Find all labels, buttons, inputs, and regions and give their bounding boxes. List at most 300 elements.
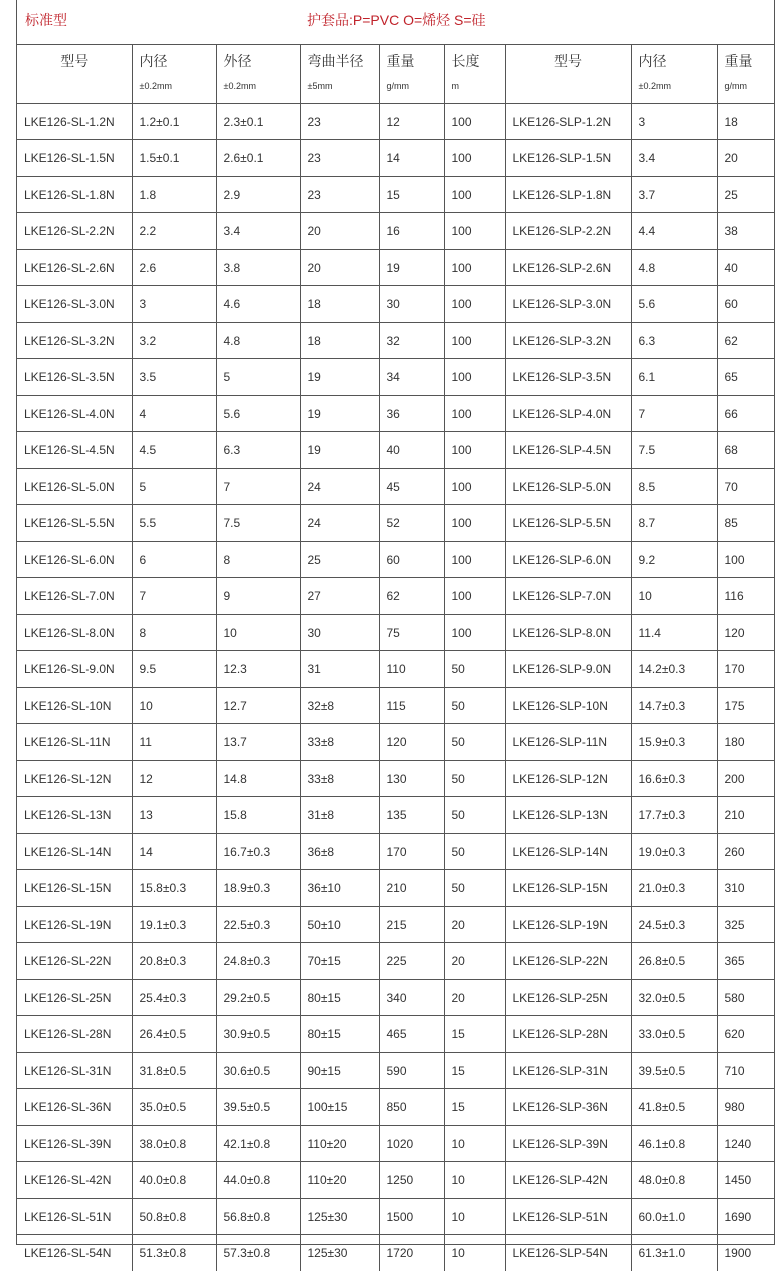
- table-cell: LKE126-SLP-1.5N: [505, 140, 631, 177]
- title-row: [17, 0, 774, 45]
- table-cell: 115: [379, 688, 444, 724]
- table-cell: 30: [300, 615, 379, 651]
- table-row: [17, 943, 774, 980]
- table-cell: LKE126-SL-51N: [17, 1199, 132, 1235]
- table-cell: 120: [379, 724, 444, 761]
- column-header: [717, 45, 774, 104]
- table-cell: 5: [216, 359, 300, 396]
- table-cell: 850: [379, 1089, 444, 1126]
- table-row: [17, 834, 774, 870]
- table-cell: 10: [444, 1199, 505, 1235]
- table-cell: 50: [444, 651, 505, 688]
- column-header: [132, 45, 216, 104]
- table-cell: 29.2±0.5: [216, 980, 300, 1016]
- table-row: [17, 797, 774, 834]
- table-cell: LKE126-SLP-3.2N: [505, 323, 631, 359]
- table-cell: 3: [631, 104, 717, 140]
- table-cell: 39.5±0.5: [631, 1053, 717, 1089]
- table-cell: 19: [300, 432, 379, 469]
- table-row: [17, 177, 774, 213]
- table-cell: 20: [717, 140, 774, 177]
- table-cell: 260: [717, 834, 774, 870]
- table-cell: LKE126-SL-5.0N: [17, 469, 132, 505]
- table-cell: LKE126-SL-15N: [17, 870, 132, 907]
- table-cell: LKE126-SLP-6.0N: [505, 542, 631, 578]
- table-cell: 11.4: [631, 615, 717, 651]
- column-header-label: 重量: [387, 51, 444, 71]
- table-cell: 36±8: [300, 834, 379, 870]
- table-cell: 110±20: [300, 1126, 379, 1162]
- table-cell: LKE126-SLP-14N: [505, 834, 631, 870]
- table-cell: LKE126-SLP-54N: [505, 1235, 631, 1271]
- column-header-label: 弯曲半径: [308, 51, 379, 71]
- header-row: [17, 45, 774, 104]
- table-cell: 10: [444, 1162, 505, 1199]
- table-cell: LKE126-SLP-1.8N: [505, 177, 631, 213]
- table-cell: 19: [300, 359, 379, 396]
- table-cell: 8: [132, 615, 216, 651]
- column-header-unit: ±0.2mm: [224, 81, 300, 91]
- table-cell: 20: [300, 250, 379, 286]
- table-cell: 60: [379, 542, 444, 578]
- table-cell: LKE126-SLP-39N: [505, 1126, 631, 1162]
- table-cell: 6.3: [216, 432, 300, 469]
- table-cell: 3.4: [216, 213, 300, 250]
- table-cell: 15: [444, 1016, 505, 1053]
- table-cell: LKE126-SLP-3.5N: [505, 359, 631, 396]
- table-cell: LKE126-SLP-5.5N: [505, 505, 631, 542]
- table-cell: 1500: [379, 1199, 444, 1235]
- table-cell: 6: [132, 542, 216, 578]
- table-cell: 100: [444, 286, 505, 323]
- table-cell: 100: [444, 359, 505, 396]
- column-header-unit: ±5mm: [308, 81, 379, 91]
- table-cell: 16.6±0.3: [631, 761, 717, 797]
- table-cell: 30.6±0.5: [216, 1053, 300, 1089]
- column-header: [300, 45, 379, 104]
- table-cell: 3.4: [631, 140, 717, 177]
- table-cell: 14: [132, 834, 216, 870]
- column-header-unit: ±0.2mm: [639, 81, 717, 91]
- table-cell: 100: [444, 323, 505, 359]
- table-cell: 1.2±0.1: [132, 104, 216, 140]
- table-cell: 1450: [717, 1162, 774, 1199]
- table-cell: 465: [379, 1016, 444, 1053]
- table-cell: 100±15: [300, 1089, 379, 1126]
- table-cell: 16: [379, 213, 444, 250]
- table-cell: LKE126-SLP-8.0N: [505, 615, 631, 651]
- table-cell: 80±15: [300, 980, 379, 1016]
- table-cell: LKE126-SL-36N: [17, 1089, 132, 1126]
- table-cell: 26.8±0.5: [631, 943, 717, 980]
- table-cell: 4: [132, 396, 216, 432]
- table-cell: 13: [132, 797, 216, 834]
- column-header-unit: g/mm: [725, 81, 775, 91]
- table-cell: 100: [444, 140, 505, 177]
- table-cell: 620: [717, 1016, 774, 1053]
- table-cell: 100: [717, 542, 774, 578]
- table-cell: LKE126-SLP-25N: [505, 980, 631, 1016]
- table-cell: 32±8: [300, 688, 379, 724]
- table-cell: 33±8: [300, 724, 379, 761]
- table-cell: 40: [717, 250, 774, 286]
- table-cell: 215: [379, 907, 444, 943]
- table-cell: 210: [379, 870, 444, 907]
- table-cell: LKE126-SL-3.2N: [17, 323, 132, 359]
- table-cell: 225: [379, 943, 444, 980]
- table-cell: 46.1±0.8: [631, 1126, 717, 1162]
- table-row: [17, 578, 774, 615]
- table-cell: 1690: [717, 1199, 774, 1235]
- table-cell: 50: [444, 761, 505, 797]
- table-cell: 90±15: [300, 1053, 379, 1089]
- table-cell: 100: [444, 542, 505, 578]
- table-cell: 23: [300, 177, 379, 213]
- table-cell: LKE126-SLP-12N: [505, 761, 631, 797]
- table-cell: LKE126-SL-25N: [17, 980, 132, 1016]
- table-cell: 50±10: [300, 907, 379, 943]
- table-cell: 10: [444, 1126, 505, 1162]
- table-cell: 1900: [717, 1235, 774, 1271]
- table-cell: 7: [216, 469, 300, 505]
- table-cell: 34: [379, 359, 444, 396]
- table-cell: 10: [216, 615, 300, 651]
- table-cell: LKE126-SL-7.0N: [17, 578, 132, 615]
- table-cell: 7.5: [216, 505, 300, 542]
- table-cell: 2.3±0.1: [216, 104, 300, 140]
- table-cell: LKE126-SL-6.0N: [17, 542, 132, 578]
- table-cell: 44.0±0.8: [216, 1162, 300, 1199]
- table-cell: 8.5: [631, 469, 717, 505]
- table-cell: 6.3: [631, 323, 717, 359]
- table-cell: LKE126-SLP-11N: [505, 724, 631, 761]
- table-cell: 4.8: [216, 323, 300, 359]
- table-row: [17, 286, 774, 323]
- table-cell: 130: [379, 761, 444, 797]
- table-cell: 10: [132, 688, 216, 724]
- table-cell: 175: [717, 688, 774, 724]
- table-cell: 18: [300, 323, 379, 359]
- table-cell: 125±30: [300, 1199, 379, 1235]
- table-cell: 23: [300, 104, 379, 140]
- table-cell: LKE126-SLP-7.0N: [505, 578, 631, 615]
- table-cell: LKE126-SL-19N: [17, 907, 132, 943]
- table-cell: 56.8±0.8: [216, 1199, 300, 1235]
- table-cell: 5: [132, 469, 216, 505]
- table-row: [17, 724, 774, 761]
- table-cell: 4.4: [631, 213, 717, 250]
- table-cell: 85: [717, 505, 774, 542]
- table-cell: 50: [444, 834, 505, 870]
- table-cell: 62: [379, 578, 444, 615]
- table-cell: 42.1±0.8: [216, 1126, 300, 1162]
- table-row: [17, 213, 774, 250]
- table-cell: 70±15: [300, 943, 379, 980]
- table-cell: 50.8±0.8: [132, 1199, 216, 1235]
- table-cell: LKE126-SL-8.0N: [17, 615, 132, 651]
- table-cell: 15: [379, 177, 444, 213]
- table-cell: 100: [444, 250, 505, 286]
- table-row: [17, 870, 774, 907]
- table-cell: 16.7±0.3: [216, 834, 300, 870]
- column-header-unit: ±0.2mm: [140, 81, 216, 91]
- table-cell: 19.0±0.3: [631, 834, 717, 870]
- table-cell: 19: [300, 396, 379, 432]
- table-cell: 1020: [379, 1126, 444, 1162]
- table-cell: 10: [631, 578, 717, 615]
- table-row: [17, 1199, 774, 1235]
- table-cell: 2.9: [216, 177, 300, 213]
- table-cell: 33.0±0.5: [631, 1016, 717, 1053]
- table-cell: 14.2±0.3: [631, 651, 717, 688]
- table-cell: 62: [717, 323, 774, 359]
- spec-table-frame: [16, 0, 775, 1245]
- table-cell: 340: [379, 980, 444, 1016]
- table-cell: 125±30: [300, 1235, 379, 1271]
- table-cell: 33±8: [300, 761, 379, 797]
- table-body: [17, 104, 774, 1271]
- table-cell: 24.8±0.3: [216, 943, 300, 980]
- table-cell: 25: [717, 177, 774, 213]
- column-header-label: 内径: [140, 51, 216, 71]
- table-cell: 170: [717, 651, 774, 688]
- column-header-unit: g/mm: [387, 81, 444, 91]
- table-cell: 110: [379, 651, 444, 688]
- column-header-label: 外径: [224, 51, 300, 71]
- table-cell: 135: [379, 797, 444, 834]
- column-header-label: 长度: [452, 51, 505, 71]
- table-cell: 22.5±0.3: [216, 907, 300, 943]
- table-cell: 9.2: [631, 542, 717, 578]
- table-cell: 25: [300, 542, 379, 578]
- table-cell: 980: [717, 1089, 774, 1126]
- table-cell: LKE126-SLP-42N: [505, 1162, 631, 1199]
- table-cell: 14: [379, 140, 444, 177]
- table-cell: 18.9±0.3: [216, 870, 300, 907]
- table-cell: 19: [379, 250, 444, 286]
- table-cell: 50: [444, 688, 505, 724]
- table-row: [17, 1016, 774, 1053]
- table-cell: 12: [132, 761, 216, 797]
- table-cell: 40: [379, 432, 444, 469]
- table-row: [17, 359, 774, 396]
- table-cell: LKE126-SL-13N: [17, 797, 132, 834]
- table-cell: LKE126-SLP-51N: [505, 1199, 631, 1235]
- table-cell: 66: [717, 396, 774, 432]
- table-cell: 100: [444, 578, 505, 615]
- table-cell: 60: [717, 286, 774, 323]
- table-row: [17, 688, 774, 724]
- table-cell: 12.3: [216, 651, 300, 688]
- table-cell: 20: [444, 907, 505, 943]
- table-cell: 8.7: [631, 505, 717, 542]
- table-cell: 100: [444, 396, 505, 432]
- table-cell: LKE126-SLP-3.0N: [505, 286, 631, 323]
- table-cell: 18: [717, 104, 774, 140]
- table-cell: LKE126-SL-54N: [17, 1235, 132, 1271]
- table-cell: 10: [444, 1235, 505, 1271]
- table-row: [17, 505, 774, 542]
- table-cell: 2.6±0.1: [216, 140, 300, 177]
- table-row: [17, 432, 774, 469]
- table-cell: LKE126-SLP-2.6N: [505, 250, 631, 286]
- table-cell: 4.5: [132, 432, 216, 469]
- table-cell: 100: [444, 432, 505, 469]
- table-cell: 120: [717, 615, 774, 651]
- table-cell: LKE126-SL-1.2N: [17, 104, 132, 140]
- table-cell: 30: [379, 286, 444, 323]
- table-cell: 31.8±0.5: [132, 1053, 216, 1089]
- table-cell: 70: [717, 469, 774, 505]
- table-cell: LKE126-SL-2.6N: [17, 250, 132, 286]
- table-cell: LKE126-SLP-1.2N: [505, 104, 631, 140]
- table-cell: 48.0±0.8: [631, 1162, 717, 1199]
- table-cell: LKE126-SLP-22N: [505, 943, 631, 980]
- table-cell: 15: [444, 1053, 505, 1089]
- table-row: [17, 140, 774, 177]
- table-cell: 12.7: [216, 688, 300, 724]
- table-cell: 4.8: [631, 250, 717, 286]
- table-cell: 40.0±0.8: [132, 1162, 216, 1199]
- table-row: [17, 1235, 774, 1271]
- table-cell: LKE126-SL-39N: [17, 1126, 132, 1162]
- column-header: [17, 45, 132, 104]
- table-cell: 365: [717, 943, 774, 980]
- table-cell: 21.0±0.3: [631, 870, 717, 907]
- table-cell: 80±15: [300, 1016, 379, 1053]
- table-row: [17, 323, 774, 359]
- table-cell: 3.5: [132, 359, 216, 396]
- table-cell: 12: [379, 104, 444, 140]
- table-row: [17, 396, 774, 432]
- table-cell: LKE126-SLP-13N: [505, 797, 631, 834]
- table-cell: 11: [132, 724, 216, 761]
- column-header: [444, 45, 505, 104]
- column-header: [505, 45, 631, 104]
- table-row: [17, 104, 774, 140]
- table-cell: LKE126-SLP-19N: [505, 907, 631, 943]
- table-cell: 31±8: [300, 797, 379, 834]
- table-cell: 1.8: [132, 177, 216, 213]
- table-cell: LKE126-SLP-5.0N: [505, 469, 631, 505]
- table-cell: 9: [216, 578, 300, 615]
- column-header-label: 内径: [639, 51, 717, 71]
- table-cell: 36: [379, 396, 444, 432]
- table-cell: 7: [631, 396, 717, 432]
- table-cell: 31: [300, 651, 379, 688]
- column-header: [379, 45, 444, 104]
- table-cell: 32.0±0.5: [631, 980, 717, 1016]
- table-cell: 2.2: [132, 213, 216, 250]
- table-cell: 20: [444, 943, 505, 980]
- table-cell: LKE126-SL-1.8N: [17, 177, 132, 213]
- table-cell: LKE126-SL-11N: [17, 724, 132, 761]
- table-cell: LKE126-SLP-4.0N: [505, 396, 631, 432]
- table-cell: LKE126-SL-10N: [17, 688, 132, 724]
- table-cell: 30.9±0.5: [216, 1016, 300, 1053]
- table-cell: 710: [717, 1053, 774, 1089]
- table-cell: 1250: [379, 1162, 444, 1199]
- table-cell: 18: [300, 286, 379, 323]
- table-cell: 5.5: [132, 505, 216, 542]
- table-cell: 325: [717, 907, 774, 943]
- table-cell: 20: [300, 213, 379, 250]
- table-cell: LKE126-SL-12N: [17, 761, 132, 797]
- table-cell: 50: [444, 870, 505, 907]
- table-cell: LKE126-SLP-4.5N: [505, 432, 631, 469]
- table-cell: 36±10: [300, 870, 379, 907]
- table-cell: 310: [717, 870, 774, 907]
- table-cell: 57.3±0.8: [216, 1235, 300, 1271]
- table-cell: 45: [379, 469, 444, 505]
- table-row: [17, 1162, 774, 1199]
- table-cell: LKE126-SL-31N: [17, 1053, 132, 1089]
- table-cell: 24: [300, 469, 379, 505]
- table-cell: 100: [444, 505, 505, 542]
- table-cell: 41.8±0.5: [631, 1089, 717, 1126]
- table-title: 标准型: [25, 10, 67, 30]
- table-cell: 6.1: [631, 359, 717, 396]
- table-cell: 32: [379, 323, 444, 359]
- table-cell: 60.0±1.0: [631, 1199, 717, 1235]
- table-cell: 100: [444, 104, 505, 140]
- table-cell: LKE126-SLP-36N: [505, 1089, 631, 1126]
- table-row: [17, 469, 774, 505]
- table-cell: 75: [379, 615, 444, 651]
- column-header-label: 型号: [506, 51, 631, 71]
- table-cell: 68: [717, 432, 774, 469]
- table-cell: 35.0±0.5: [132, 1089, 216, 1126]
- table-cell: 180: [717, 724, 774, 761]
- table-cell: 20.8±0.3: [132, 943, 216, 980]
- table-cell: LKE126-SL-5.5N: [17, 505, 132, 542]
- table-cell: 3.7: [631, 177, 717, 213]
- table-cell: 50: [444, 797, 505, 834]
- table-row: [17, 980, 774, 1016]
- table-cell: 65: [717, 359, 774, 396]
- table-cell: 19.1±0.3: [132, 907, 216, 943]
- column-header-label: 重量: [725, 51, 775, 71]
- table-cell: 13.7: [216, 724, 300, 761]
- table-cell: LKE126-SL-4.0N: [17, 396, 132, 432]
- table-cell: LKE126-SL-14N: [17, 834, 132, 870]
- table-row: [17, 1089, 774, 1126]
- table-cell: LKE126-SLP-2.2N: [505, 213, 631, 250]
- table-cell: 1.5±0.1: [132, 140, 216, 177]
- table-cell: 17.7±0.3: [631, 797, 717, 834]
- table-cell: 100: [444, 615, 505, 651]
- table-cell: 116: [717, 578, 774, 615]
- table-cell: LKE126-SL-3.0N: [17, 286, 132, 323]
- table-cell: 210: [717, 797, 774, 834]
- table-cell: 38: [717, 213, 774, 250]
- table-cell: LKE126-SL-3.5N: [17, 359, 132, 396]
- table-row: [17, 250, 774, 286]
- table-cell: 170: [379, 834, 444, 870]
- table-cell: 50: [444, 724, 505, 761]
- table-cell: 7: [132, 578, 216, 615]
- spec-table: [17, 45, 774, 1271]
- table-cell: 23: [300, 140, 379, 177]
- table-row: [17, 542, 774, 578]
- table-cell: 590: [379, 1053, 444, 1089]
- table-row: [17, 1126, 774, 1162]
- table-cell: 51.3±0.8: [132, 1235, 216, 1271]
- table-row: [17, 907, 774, 943]
- table-cell: 26.4±0.5: [132, 1016, 216, 1053]
- table-cell: 3.2: [132, 323, 216, 359]
- table-cell: 1720: [379, 1235, 444, 1271]
